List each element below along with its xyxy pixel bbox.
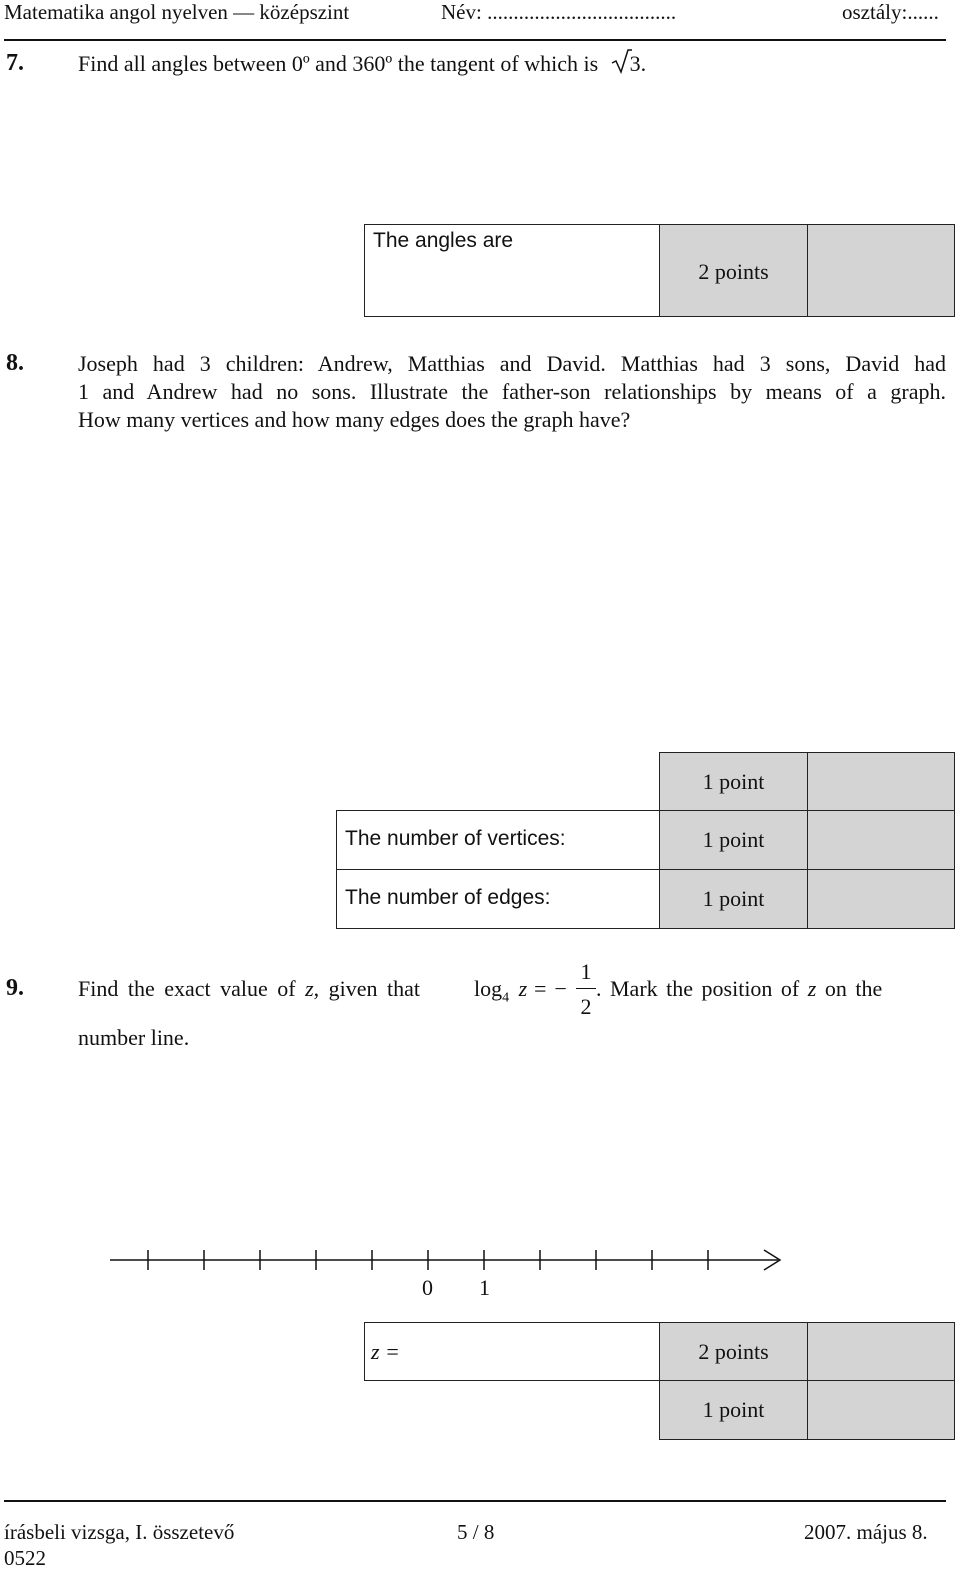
q7-number: 7. bbox=[6, 50, 24, 76]
q7-sqrt-arg: 3 bbox=[629, 51, 641, 76]
q7-text bbox=[78, 50, 646, 78]
q8-number: 8. bbox=[6, 350, 24, 376]
q8-edges-box[interactable] bbox=[336, 869, 660, 929]
header-title: Matematika angol nyelven — középszint bbox=[4, 0, 350, 24]
q9-text-part2 bbox=[596, 975, 882, 1003]
q8-graph-score-box[interactable] bbox=[807, 752, 955, 811]
q9-var-2: z bbox=[807, 976, 817, 1001]
tick-label-1: 1 bbox=[479, 1275, 490, 1300]
q8-line-3: How many vertices and how many edges does the graph have? bbox=[78, 407, 631, 432]
name-field: Név: .................................... bbox=[441, 0, 677, 24]
q9-points-b: 1 point bbox=[702, 1397, 765, 1422]
q9-answer-box[interactable] bbox=[364, 1322, 660, 1381]
q9-score-box-a[interactable] bbox=[807, 1322, 955, 1381]
q9-frac-bar bbox=[576, 988, 596, 989]
q9-log: log bbox=[474, 976, 503, 1001]
q9-log-base: 4 bbox=[502, 990, 510, 1006]
q9-text-part1 bbox=[78, 975, 420, 1003]
sqrt-sign bbox=[610, 48, 632, 74]
q9-eq: z = − bbox=[518, 976, 568, 1001]
class-field: osztály:...... bbox=[842, 0, 939, 24]
q9-frac-den: 2 bbox=[580, 994, 592, 1019]
q9-text-a: Find the exact value of bbox=[78, 976, 296, 1001]
q9-var: z bbox=[305, 976, 314, 1001]
q8-vertices-points: 1 point bbox=[702, 827, 765, 852]
footer-code: 0522 bbox=[4, 1546, 46, 1570]
tick-label-0: 0 bbox=[422, 1275, 433, 1300]
sqrt-icon bbox=[612, 50, 641, 78]
q8-edges-score-box[interactable] bbox=[807, 869, 955, 929]
q9-points-box-b bbox=[659, 1380, 808, 1440]
header-rule bbox=[4, 39, 946, 41]
footer-page: 5 / 8 bbox=[457, 1520, 495, 1544]
q9-text-c: . Mark the position of bbox=[596, 976, 800, 1001]
q8-edges-points: 1 point bbox=[702, 886, 765, 911]
q8-text bbox=[78, 350, 946, 434]
footer-left: írásbeli vizsga, I. összetevő bbox=[4, 1520, 235, 1544]
q7-answer-box[interactable] bbox=[364, 224, 660, 317]
q9-line-2: number line. bbox=[78, 1025, 190, 1050]
q8-vertices-box[interactable] bbox=[336, 810, 660, 870]
q7-answer-label: The angles are bbox=[373, 229, 514, 252]
q8-graph-points: 1 point bbox=[702, 769, 765, 794]
q9-answer-label: z = bbox=[371, 1339, 400, 1364]
q8-line-2: 1 and Andrew had no sons. Illustrate the father-son relationships by means of a graph. bbox=[78, 379, 946, 404]
q8-edges-label: The number of edges: bbox=[345, 886, 551, 909]
q7-text-main: Find all angles between 0º and 360º the tangent of which is bbox=[78, 51, 599, 76]
q7-end: . bbox=[640, 51, 647, 76]
q7-score-box[interactable] bbox=[807, 224, 955, 317]
q9-log-expr bbox=[474, 975, 568, 1012]
q9-points-box-a bbox=[659, 1322, 808, 1381]
q7-points: 2 points bbox=[698, 259, 769, 284]
q8-graph-points-box bbox=[659, 752, 808, 811]
footer-rule bbox=[4, 1500, 946, 1502]
number-line[interactable] bbox=[100, 1240, 800, 1280]
q9-text-b: , given that bbox=[313, 976, 421, 1001]
q8-vertices-score-box[interactable] bbox=[807, 810, 955, 870]
footer-date: 2007. május 8. bbox=[804, 1520, 928, 1544]
q9-text-d: on the bbox=[824, 976, 883, 1001]
q8-edges-points-box bbox=[659, 869, 808, 929]
q9-frac-num: 1 bbox=[580, 959, 592, 984]
q8-vertices-label: The number of vertices: bbox=[345, 827, 566, 850]
q9-number: 9. bbox=[6, 975, 24, 1001]
q9-points-a: 2 points bbox=[698, 1339, 769, 1364]
q8-line-1: Joseph had 3 children: Andrew, Matthias and David. Matthias had 3 sons, David had bbox=[78, 351, 946, 376]
q8-vertices-points-box bbox=[659, 810, 808, 870]
q7-points-box bbox=[659, 224, 808, 317]
q9-score-box-b[interactable] bbox=[807, 1380, 955, 1440]
